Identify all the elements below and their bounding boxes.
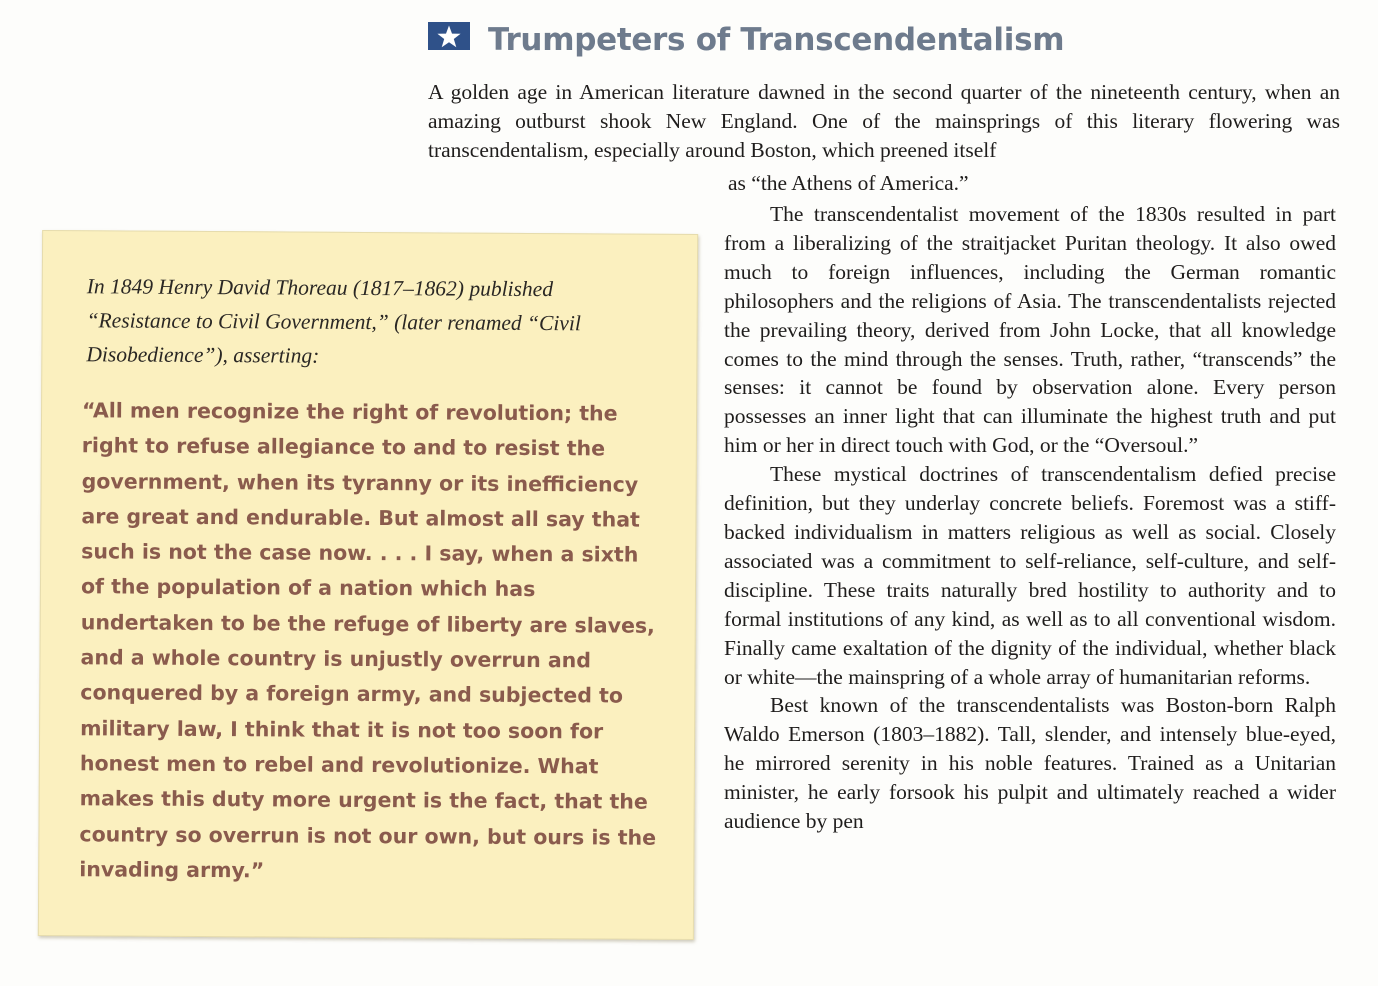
body-column [724,200,1336,836]
section-header [428,18,1348,68]
star-flag-icon [428,22,470,50]
sidebar-intro: In 1849 Henry David Thoreau (1817–1862) published “Resistance to Civil Government,” (later renamed “Civil Disobedience”), asserting: [86,274,581,368]
body-paragraph: Best known of the transcendentalists was Boston-born Ralph Waldo Emerson (1803–1882). Tall, slender, and intensely blue-eyed, he mirrored serenity in his noble features. Trained as a Unitarian minister, he early forsook his pulpit and ultimately reached a wider audience by pen [724,693,1336,834]
section-title: Trumpeters of Transcendentalism [488,22,1065,58]
intro-paragraph-tail: as “the Athens of America.” [728,171,969,195]
body-paragraph: These mystical doctrines of transcendentalism defied precise definition, but they underlay concrete beliefs. Foremost was a stiff-backed individualism in matters religious as well as social. Closely associated was a commitment to self-reliance, self-culture, and self-discipline. These traits naturally bred hostility to authority and to formal institutions of any kind, as well as to all conventional wisdom. Finally came exaltation of the dignity of the individual, whether black or white—the mainspring of a whole array of humanitarian reforms. [724,462,1336,689]
body-paragraph: The transcendentalist movement of the 1830s resulted in part from a liberalizing of the straitjacket Puritan theology. It also owed much to foreign influences, including the German romantic philosophers and the religions of Asia. The transcendentalists rejected the prevailing theory, derived from John Locke, that all knowledge comes to the mind through the senses. Truth, rather, “transcends” the senses: it cannot be found by observation alone. Every person possesses an inner light that can illuminate the highest truth and put him or her in direct touch with God, or the “Oversoul.” [724,202,1336,458]
quote-sidebar [38,230,698,940]
intro-paragraph: A golden age in American literature dawned in the second quarter of the nineteenth century, when an amazing outburst shook New England. One of the mainsprings of this literary flowering was transcendentalism, especially around Boston, which preened itself [428,80,1340,162]
thoreau-quote: “All men recognize the right of revolution; the right to refuse allegiance to and to resist the government, when its tyranny or its inefficiency are great and endurable. But almost all say that such is not the case now. . . . I say, when a sixth of the population of a nation which has undertaken to be the refuge of liberty are slaves, and a whole country is unjustly overrun and conquered by a foreign army, and subjected to military law, I think that it is not too soon for honest men to rebel and revolutionize. What makes this duty more urgent is the fact, that the country so overrun is not our own, but ours is the invading army.” [79,398,657,883]
